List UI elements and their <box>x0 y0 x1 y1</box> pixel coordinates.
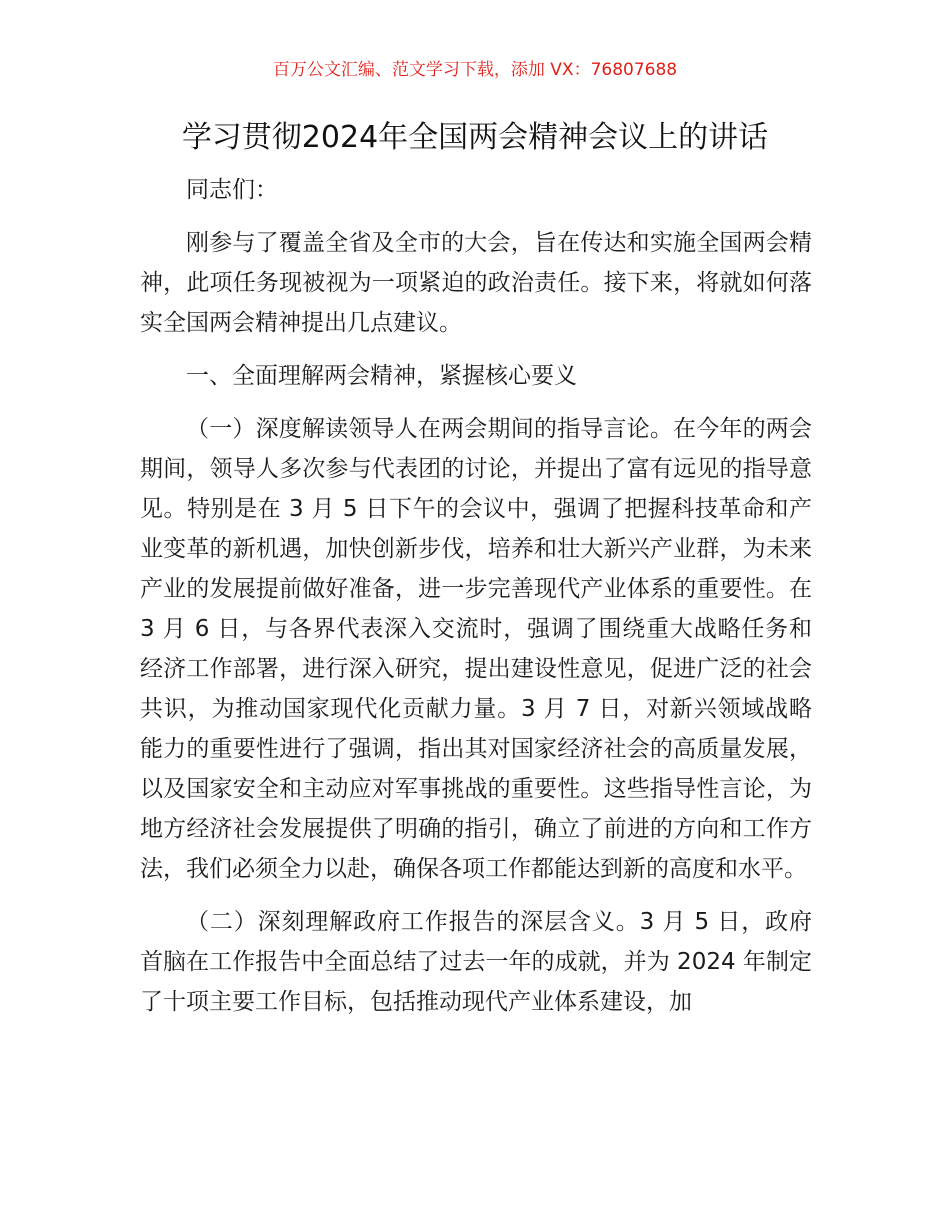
header-contact-note: 百万公文汇编、范文学习下载，添加 VX：76807688 <box>272 60 678 80</box>
intro-paragraph: 刚参与了覆盖全省及全市的大会，旨在传达和实施全国两会精神，此项任务现被视为一项紧迫的政治责任。接下来，将就如何落实全国两会精神提出几点建议。 <box>140 230 812 336</box>
subsection-paragraph-1: （一）深度解读领导人在两会期间的指导言论。在今年的两会期间，领导人多次参与代表团的讨论，并提出了富有远见的指导意见。特别是在 3 月 5 日下午的会议中，强调了把握科技革命和产业变革的新机遇，加快创新步伐，培养和壮大新兴产业群，为未来产业的发展提前做好准备，进一步完善现代产业体系的重要性。在 3 月 6 日，与各界代表深入交流时，强调了围绕重大战略任务和经济工作部署，进行深入研究，提出建设性意见，促进广泛的社会共识，为推动国家现代化贡献力量。3 月 7 日，对新兴领域战略能力的重要性进行了强调，指出其对国家经济社会的高质量发展，以及国家安全和主动应对军事挑战的重要性。这些指导性言论，为地方经济社会发展提供了明确的指引，确立了前进的方向和工作方法，我们必须全力以赴，确保各项工作都能达到新的高度和水平。 <box>140 416 812 882</box>
salutation: 同志们： <box>186 177 278 203</box>
subsection-paragraph-2: （二）深刻理解政府工作报告的深层含义。3 月 5 日，政府首脑在工作报告中全面总结了过去一年的成就，并为 2024 年制定了十项主要工作目标，包括推动现代产业体系建设，加 <box>140 909 812 1015</box>
section-heading-1: 一、全面理解两会精神，紧握核心要义 <box>186 363 577 389</box>
document-body <box>140 170 812 1022</box>
document-title: 学习贯彻2024年全国两会精神会议上的讲话 <box>181 120 769 155</box>
